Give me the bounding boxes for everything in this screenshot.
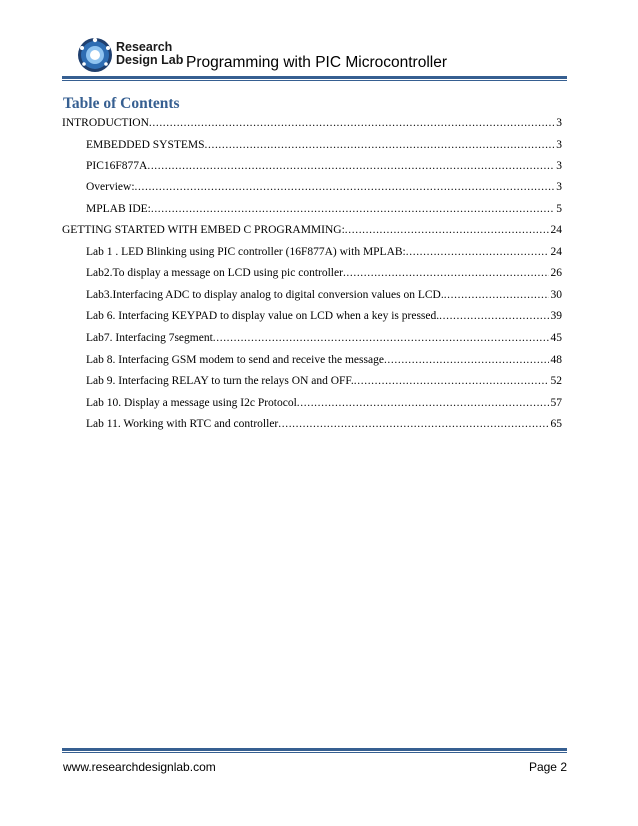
- toc-entry-title: EMBEDDED SYSTEMS: [86, 139, 205, 151]
- toc-entry-title: Lab3.Interfacing ADC to display analog to digital conversion values on LCD.: [86, 289, 444, 301]
- toc-entry[interactable]: [62, 221, 562, 239]
- toc-entry[interactable]: [86, 394, 562, 412]
- toc-entry-page: 3: [556, 117, 562, 129]
- toc-entry-page: 3: [556, 181, 562, 193]
- toc-dot-leader: [384, 351, 549, 369]
- toc-entry-title: Lab2.To display a message on LCD using pic controller: [86, 267, 343, 279]
- toc-dot-leader: [205, 136, 555, 154]
- toc-entry-page: 5: [556, 203, 562, 215]
- toc-entry[interactable]: [86, 415, 562, 433]
- toc-entry[interactable]: [86, 351, 562, 369]
- toc-dot-leader: [406, 243, 549, 261]
- toc-entry[interactable]: [86, 307, 562, 325]
- footer-divider-thin: [62, 752, 567, 753]
- toc-entry[interactable]: [86, 157, 562, 175]
- toc-entry-title: Lab 10. Display a message using I2c Protocol: [86, 397, 297, 409]
- toc-entry-page: 65: [550, 418, 562, 430]
- toc-entry-title: Overview:: [86, 181, 135, 193]
- toc-entry-title: Lab 11. Working with RTC and controller: [86, 418, 279, 430]
- page-number: Page 2: [528, 760, 567, 774]
- header-divider-thin: [62, 80, 567, 81]
- toc-dot-leader: [135, 178, 555, 196]
- toc-entry-title: PIC16F877A: [86, 160, 148, 172]
- footer-divider: [62, 748, 567, 751]
- toc-dot-leader: [151, 200, 554, 218]
- toc-entry[interactable]: [86, 329, 562, 347]
- toc-entry-page: 3: [556, 160, 562, 172]
- toc-entry-page: 39: [550, 310, 562, 322]
- toc-entry-page: 52: [550, 375, 562, 387]
- toc-entry-title: Lab 9. Interfacing RELAY to turn the relays ON and OFF.: [86, 375, 354, 387]
- toc-entry[interactable]: [86, 136, 562, 154]
- toc-entry-page: 30: [550, 289, 562, 301]
- footer-url-link[interactable]: www.researchdesignlab.com: [63, 760, 216, 774]
- toc-dot-leader: [439, 307, 548, 325]
- toc-dot-leader: [297, 394, 549, 412]
- toc-entry-page: 48: [550, 354, 562, 366]
- toc-entry-title: MPLAB IDE:: [86, 203, 151, 215]
- toc-entry[interactable]: [86, 243, 562, 261]
- toc-dot-leader: [444, 286, 549, 304]
- toc-dot-leader: [147, 157, 554, 175]
- toc-entry-title: Lab 1 . LED Blinking using PIC controller (16F877A) with MPLAB:: [86, 246, 406, 258]
- toc-entry-page: 57: [550, 397, 562, 409]
- toc-entry-title: GETTING STARTED WITH EMBED C PROGRAMMING:: [62, 224, 345, 236]
- toc-dot-leader: [343, 264, 549, 282]
- toc-dot-leader: [354, 372, 549, 390]
- toc-entry-page: 24: [550, 224, 562, 236]
- toc-entry-page: 24: [550, 246, 562, 258]
- toc-dot-leader: [345, 221, 549, 239]
- logo-line-2: Design Lab: [116, 53, 184, 67]
- toc-entry-title: INTRODUCTION: [62, 117, 149, 129]
- toc-entry[interactable]: [86, 200, 562, 218]
- toc-entry[interactable]: [86, 372, 562, 390]
- toc-dot-leader: [149, 114, 554, 132]
- toc-entry-page: 3: [556, 139, 562, 151]
- toc-entry-title: Lab 6. Interfacing KEYPAD to display value on LCD when a key is pressed.: [86, 310, 440, 322]
- page-header: [62, 34, 567, 79]
- globe-logo-icon: [76, 36, 114, 74]
- toc-dot-leader: [213, 329, 549, 347]
- toc-dot-leader: [278, 415, 548, 433]
- toc-entry[interactable]: [62, 114, 562, 132]
- toc-entry-title: Lab7. Interfacing 7segment: [86, 332, 213, 344]
- logo-line-1: Research: [116, 40, 173, 54]
- logo-text: [116, 41, 183, 67]
- toc-entry-page: 45: [550, 332, 562, 344]
- toc-entry-page: 26: [550, 267, 562, 279]
- header-divider: [62, 76, 567, 79]
- toc-heading: Table of Contents: [63, 95, 180, 112]
- toc-entry[interactable]: [86, 264, 562, 282]
- document-title: Programming with PIC Microcontroller: [186, 54, 447, 71]
- toc-entry-title: Lab 8. Interfacing GSM modem to send and receive the message: [86, 354, 384, 366]
- toc-entry[interactable]: [86, 286, 562, 304]
- toc-entry[interactable]: [86, 178, 562, 196]
